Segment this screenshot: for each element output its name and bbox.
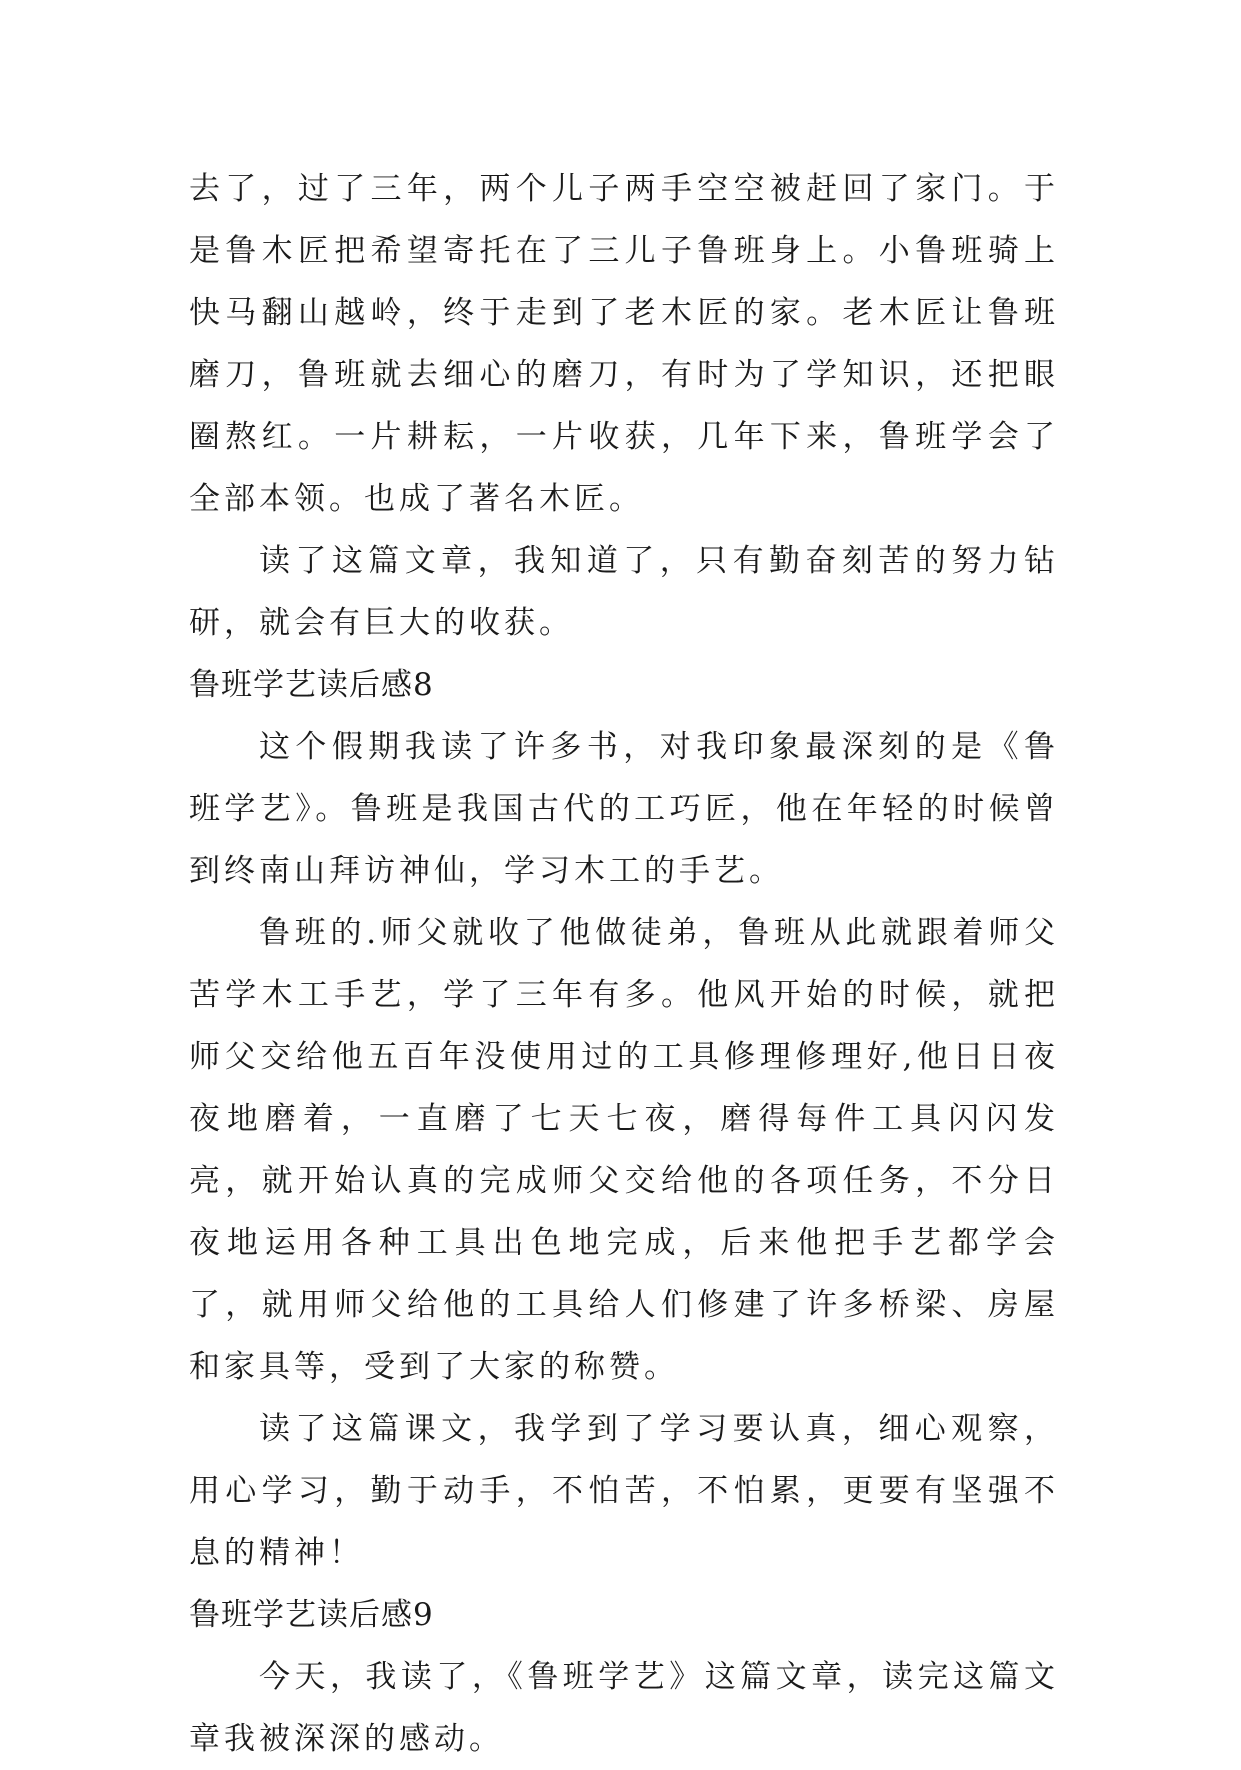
section-heading-8: 鲁班学艺读后感8 (189, 667, 434, 703)
section-heading-9: 鲁班学艺读后感9 (189, 1597, 434, 1633)
paragraph-6: 今天，我读了，《鲁班学艺》这篇文章，读完这篇文章我被深深的感动。 (189, 1659, 1059, 1757)
paragraph-2: 读了这篇文章，我知道了，只有勤奋刻苦的努力钻研，就会有巨大的收获。 (189, 543, 1059, 641)
document-body (189, 158, 1059, 1770)
paragraph-4: 鲁班的.师父就收了他做徒弟，鲁班从此就跟着师父苦学木工手艺，学了三年有多。他风开始的时候，就把师父交给他五百年没使用过的工具修理修理好,他日日夜夜地磨着，一直磨了七天七夜，磨得每件工具闪闪发亮，就开始认真的完成师父交给他的各项任务，不分日夜地运用各种工具出色地完成，后来他把手艺都学会了，就用师父给他的工具给人们修建了许多桥梁、房屋和家具等，受到了大家的称赞。 (189, 915, 1059, 1385)
paragraph-3: 这个假期我读了许多书，对我印象最深刻的是《鲁班学艺》。鲁班是我国古代的工巧匠，他在年轻的时候曾到终南山拜访神仙，学习木工的手艺。 (189, 729, 1059, 889)
paragraph-1: 去了，过了三年，两个儿子两手空空被赶回了家门。于是鲁木匠把希望寄托在了三儿子鲁班身上。小鲁班骑上快马翻山越岭，终于走到了老木匠的家。老木匠让鲁班磨刀，鲁班就去细心的磨刀，有时为了学知识，还把眼圈熬红。一片耕耘，一片收获，几年下来，鲁班学会了全部本领。也成了著名木匠。 (189, 171, 1059, 517)
paragraph-5: 读了这篇课文，我学到了学习要认真，细心观察，用心学习，勤于动手，不怕苦，不怕累，更要有坚强不息的精神！ (189, 1411, 1059, 1571)
